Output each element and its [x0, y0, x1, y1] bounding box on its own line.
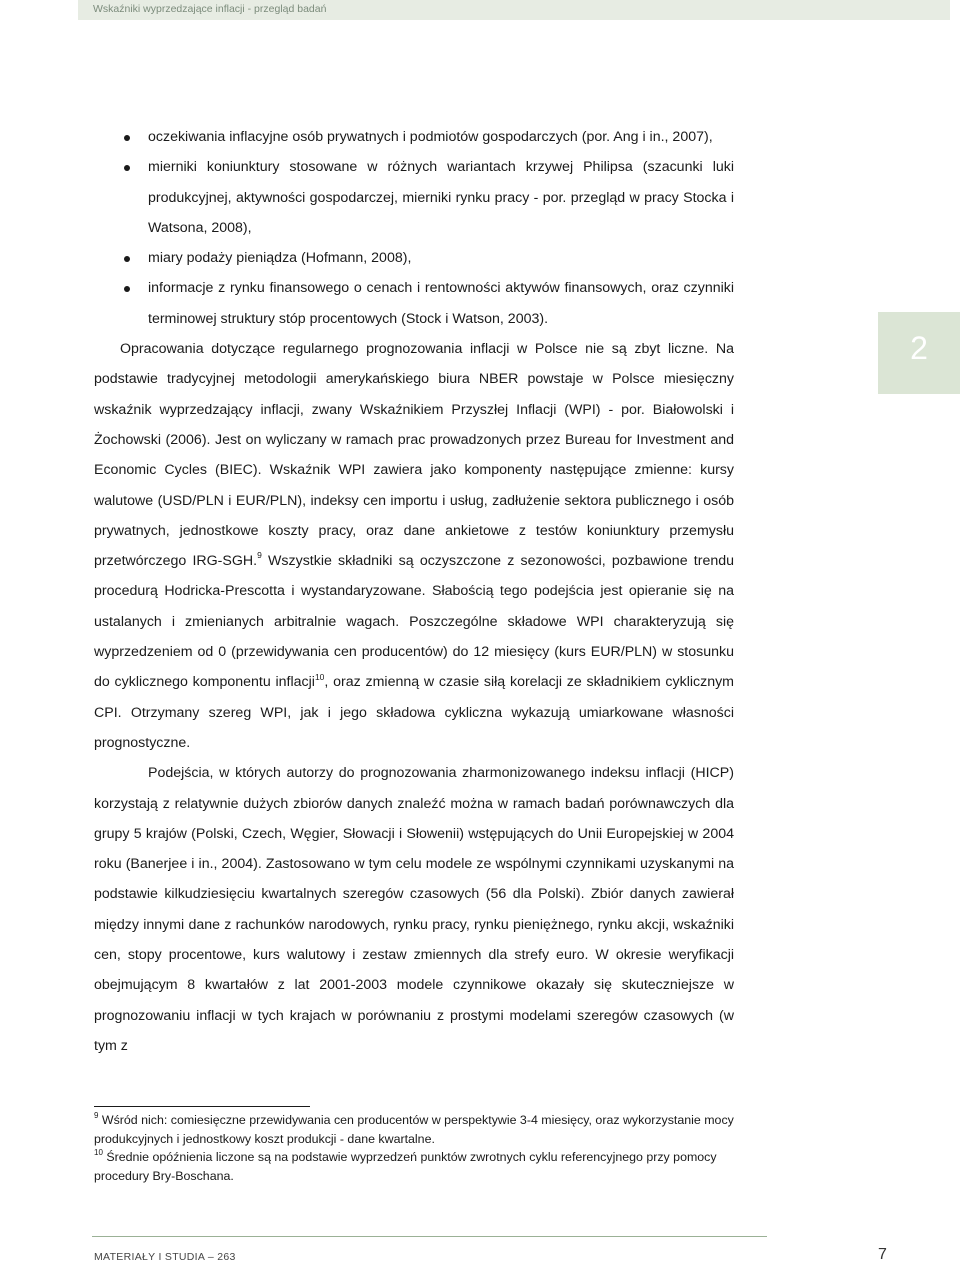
running-header-title: Wskaźniki wyprzedzające inflacji - przegląd badań	[93, 3, 327, 15]
bullet-list	[94, 122, 734, 334]
list-item: mierniki koniunktury stosowane w różnych wariantach krzywej Philipsa (szacunki luki produkcyjnej, aktywności gospodarczej, mierniki rynku pracy - por. przegląd w pracy Stocka i Watsona, 2008),	[94, 152, 734, 243]
footer-rule	[92, 1236, 767, 1237]
footnote-ref-10: 10	[314, 671, 325, 682]
bullet-icon	[124, 135, 130, 141]
paragraph-hicp: Podejścia, w których autorzy do prognozowania zharmonizowanego indeksu inflacji (HICP) korzystają z relatywnie dużych zbiorów danych znaleźć można w ramach badań porównawczych dla grupy 5 krajów (Polski, Czech, Węgier, Słowacji i Słowenii) wstępujących do Unii Europejskiej w 2004 roku (Banerjee i in., 2004). Zastosowano w tym celu modele ze wspólnymi czynnikami uzyskanymi na podstawie kilkudziesięciu kwartalnych szeregów czasowych (56 dla Polski). Zbiór danych zawierał między innymi dane z rachunków narodowych, rynku pracy, rynku pieniężnego, rynku akcji, wskaźniki cen, stopy procentowe, kurs walutowy i zestaw zmiennych dla strefy euro. W okresie weryfikacji obejmującym 8 kwartałów z lat 2001-2003 modele czynnikowe okazały się skuteczniejsze w prognozowaniu inflacji w tych krajach w porównaniu z prostymi modelami szeregów czasowych (w tym z	[94, 765, 734, 1054]
bullet-icon	[124, 286, 130, 292]
chapter-number: 2	[910, 330, 928, 366]
footnotes	[94, 1111, 734, 1185]
main-text	[94, 122, 734, 1061]
footnote-ref-9: 9	[257, 550, 262, 561]
bullet-icon	[124, 165, 130, 171]
list-item: miary podaży pieniądza (Hofmann, 2008),	[94, 243, 734, 273]
bullet-icon	[124, 256, 130, 262]
list-item: informacje z rynku finansowego o cenach i rentowności aktywów finansowych, oraz czynniki terminowej struktury stóp procentowych (Stock i Watson, 2003).	[94, 273, 734, 334]
footer-series: MATERIAŁY I STUDIA – 263	[94, 1251, 236, 1263]
list-item: oczekiwania inflacyjne osób prywatnych i podmiotów gospodarczych (por. Ang i in., 2007),	[94, 122, 734, 152]
chapter-tab	[878, 312, 960, 394]
footnote-9: $^9$ Wśród nich: comiesięczne przewidywania cen producentów w perspektywie 3-4 miesięcy, oraz wykorzystanie mocy produkcyjnych i jednostkowy koszt produkcji - dane kwartalne.	[94, 1110, 734, 1146]
paragraph-wpi: Opracowania dotyczące regularnego prognozowania inflacji w Polsce nie są zbyt liczne. Na podstawie tradycyjnej metodologii amerykańskiego biura NBER powstaje w Polsce miesięczny wskaźnik wyprzedzający inflacji, zwany Wskaźnikiem Przyszłej Inflacji (WPI) - por. Białowolski i Żochowski (2006). Jest on wyliczany w ramach prac prowadzonych przez Bureau for Investment and Economic Cycles (BIEC). Wskaźnik WPI zawiera jako komponenty następujące zmienne: kursy walutowe (USD/PLN i EUR/PLN), indeksy cen importu i usług, zadłużenie sektora publicznego i osób prywatnych, jednostkowe koszty pracy, oraz dane ankietowe z testów koniunktury przemysłu przetwórczego IRG-SGH.$^9$ Wszystkie składniki są oczyszczone z sezonowości, pozbawione trendu procedurą Hodricka-Prescotta i wystandaryzowane. Słabością tego podejścia jest opieranie się na ustalanych i zmienianych arbitralnie wagach. Poszczególne składowe WPI charakteryzują się wyprzedzeniem od 0 (przewidywania cen producentów) do 12 miesięcy (kurs EUR/PLN) w stosunku do cyklicznego komponentu inflacji$^{10}$, oraz zmienną w czasie siłą korelacji ze składnikiem cyklicznym CPI. Otrzymany szereg WPI, jak i jego składowa cykliczna wykazują umiarkowane własności prognostyczne.	[94, 341, 735, 751]
footnote-separator	[94, 1106, 310, 1107]
page-number: 7	[878, 1246, 887, 1263]
footnote-10: $^{10}$ Średnie opóźnienia liczone są na podstawie wyprzedzeń punktów zwrotnych cyklu referencyjnego przy pomocy procedury Bry-Boschana.	[94, 1148, 717, 1183]
